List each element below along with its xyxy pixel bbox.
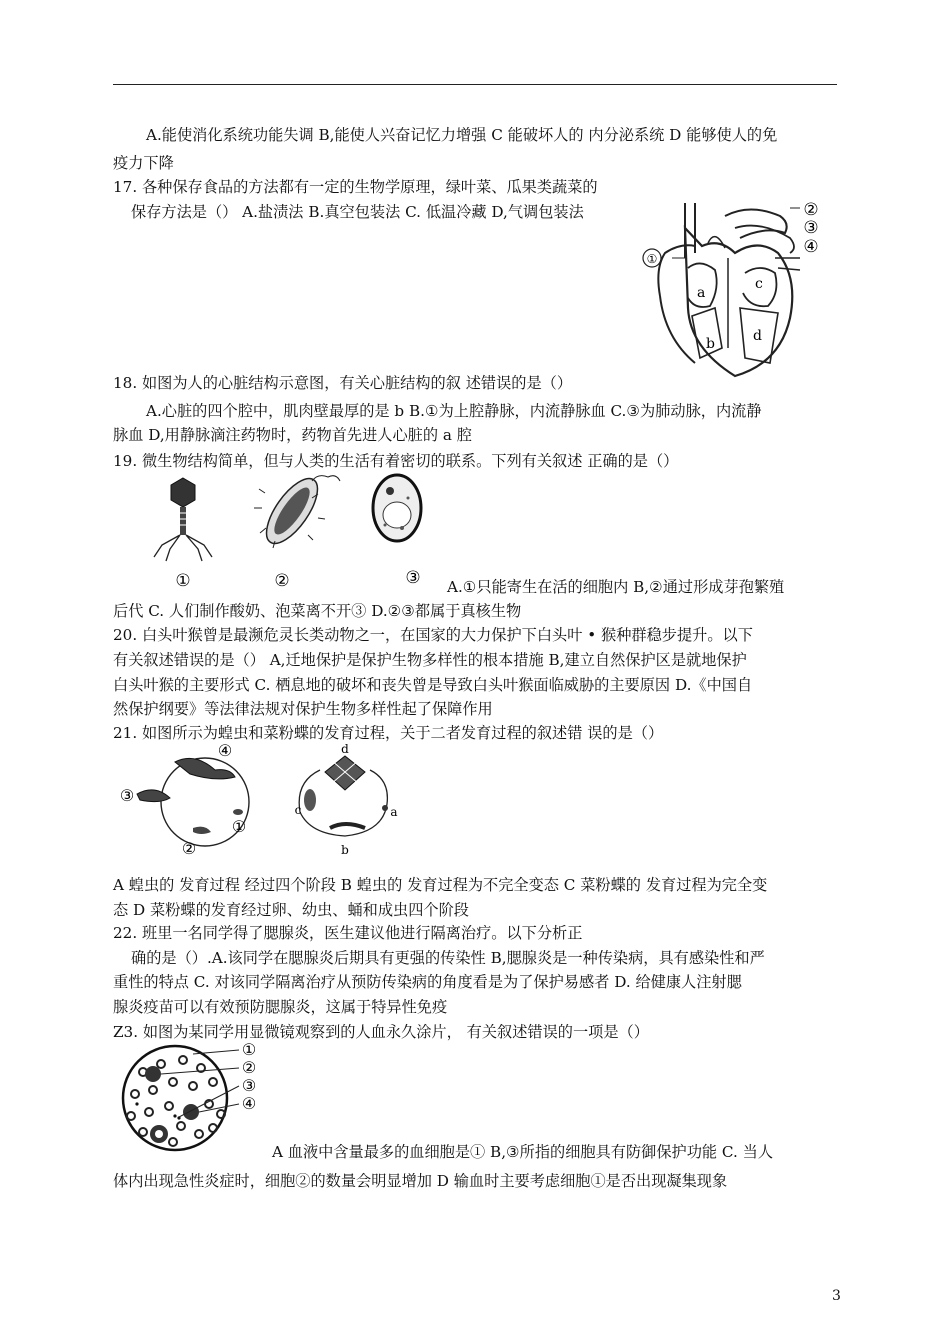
- q22-options-line3: 腺炎疫苗可以有效预防腮腺炎，这属于特异性免疫: [113, 998, 448, 1016]
- heart-label-2: ②: [803, 200, 819, 220]
- microbe-label-1: ①: [175, 571, 191, 591]
- q16-options-line2: 疫力下降: [113, 154, 174, 172]
- q23-options-line2: 体内出现急性炎症时，细胞②的数量会明显增加 D 输血时主要考虑细胞①是否出现凝集现象: [113, 1172, 728, 1190]
- q22-options-line1: 确的是（）.A.该同学在腮腺炎后期具有更强的传染性 B,腮腺炎是一种传染病，具有感染性和严: [131, 949, 765, 967]
- locust-label-1: ①: [231, 817, 247, 836]
- q23-options-line1: A 血液中含量最多的血细胞是① B,③所指的细胞具有防御保护功能 C. 当人: [272, 1143, 774, 1161]
- butterfly-label-a: a: [390, 805, 398, 819]
- heart-diagram: [640, 198, 825, 383]
- q22-options-line2: 重性的特点 C. 对该同学隔离治疗从预防传染病的角度看是为了保护易感者 D. 给健康人注射腮: [113, 973, 742, 991]
- q20-line2: 有关叙述错误的是（） A,迁地保护是保护生物多样性的根本措施 B,建立自然保护区是就地保护: [113, 651, 747, 669]
- q18-options-line2: 脉血 D,用静脉滴注药物时，药物首先进人心脏的 a 腔: [113, 426, 472, 444]
- header-rule: [113, 84, 837, 85]
- microbe-label-3: ③: [405, 568, 421, 588]
- heart-chamber-c: c: [755, 276, 763, 292]
- q19-options-line1: A.①只能寄生在活的细胞内 B,②通过形成芽孢繁殖: [447, 578, 785, 596]
- blood-label-2: ②: [241, 1058, 257, 1077]
- q18-stem: 18. 如图为人的心脏结构示意图，有关心脏结构的叙 述错误的是（）: [113, 374, 573, 392]
- q23-stem: Z3. 如图为某同学用显微镜观察到的人血永久涂片， 有关叙述错误的一项是（）: [113, 1023, 649, 1041]
- heart-label-3: ③: [803, 218, 819, 238]
- q20-line3: 白头叶猴的主要形式 C. 栖息地的破坏和丧失曾是导致白头叶猴面临威胁的主要原因 D.《中国自: [113, 676, 753, 694]
- yeast-drawing: [373, 475, 421, 541]
- heart-chamber-d: d: [753, 328, 762, 344]
- q21-options-line2: 态 D 菜粉蝶的发育经过卵、幼虫、蛹和成虫四个阶段: [113, 901, 469, 919]
- q17-stem: 17. 各种保存食品的方法都有一定的生物学原理，绿叶菜、瓜果类蔬菜的: [113, 178, 598, 196]
- q20-line4: 然保护纲要》等法律法规对保护生物多样性起了保障作用: [113, 700, 493, 718]
- locust-label-3: ③: [119, 786, 135, 805]
- q19-options-line2: 后代 C. 人们制作酸奶、泡菜离不开③ D.②③都属于真核生物: [113, 602, 522, 620]
- q21-stem: 21. 如图所示为蝗虫和菜粉蝶的发育过程，关于二者发育过程的叙述错 误的是（）: [113, 724, 664, 742]
- butterfly-label-b: b: [341, 843, 349, 857]
- q17-options: 保存方法是（） A.盐渍法 B.真空包装法 C. 低温冷藏 D,气调包装法: [131, 203, 584, 221]
- butterfly-cycle: [295, 742, 398, 857]
- blood-label-4: ④: [241, 1094, 257, 1113]
- q22-stem: 22. 班里一名同学得了腮腺炎，医生建议他进行隔离治疗。以下分析正: [113, 924, 583, 942]
- insect-development-figure: [115, 742, 415, 860]
- bacterium-drawing: [254, 473, 340, 551]
- blood-label-3: ③: [241, 1076, 257, 1095]
- heart-label-4: ④: [803, 237, 819, 257]
- butterfly-label-d: d: [341, 742, 349, 756]
- locust-label-2: ②: [181, 839, 197, 858]
- butterfly-label-c: c: [294, 803, 302, 817]
- microbes-figure: [140, 473, 440, 593]
- heart-chamber-b: b: [706, 336, 715, 352]
- q21-options-line1: A 蝗虫的 发育过程 经过四个阶段 B 蝗虫的 发育过程为不完全变态 C 菜粉蝶的 发育过程为完全变: [113, 876, 768, 894]
- blood-label-1: ①: [241, 1042, 257, 1059]
- bacteriophage-drawing: [154, 478, 212, 561]
- q20-line1: 20. 白头叶猴曾是最濒危灵长类动物之一，在国家的大力保护下白头叶 • 猴种群稳步提升。以下: [113, 626, 753, 644]
- heart-label-1: ①: [646, 252, 658, 266]
- q18-options-line1: A.心脏的四个腔中，肌肉壁最厚的是 b B.①为上腔静脉，内流静脉血 C.③为肺动脉，内流静: [146, 402, 762, 420]
- page-number: 3: [832, 1288, 841, 1304]
- locust-label-4: ④: [217, 742, 233, 760]
- microbe-label-2: ②: [274, 571, 290, 591]
- blood-smear-figure: [113, 1042, 273, 1154]
- q19-stem: 19. 微生物结构简单，但与人类的生活有着密切的联系。下列有关叙述 正确的是（）: [113, 452, 679, 470]
- locust-cycle: [120, 742, 249, 858]
- q16-options-line1: A.能使消化系统功能失调 B,能使人兴奋记忆力增强 C 能破坏人的 内分泌系统 D 能够使人的免: [146, 126, 778, 144]
- heart-chamber-a: a: [697, 285, 706, 301]
